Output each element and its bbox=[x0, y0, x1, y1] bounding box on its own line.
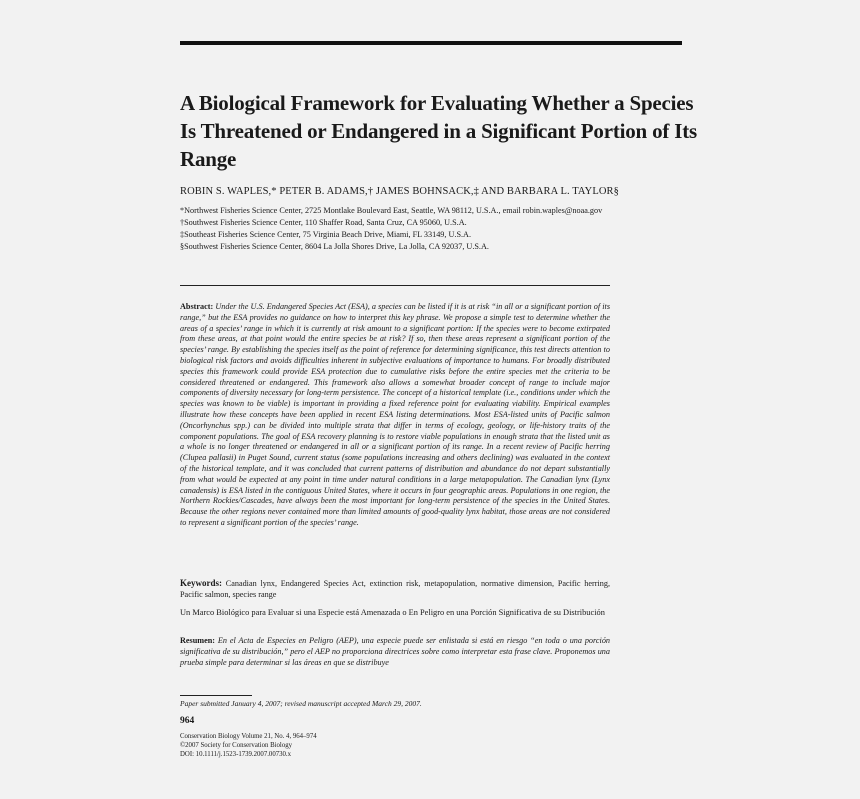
page-number: 964 bbox=[180, 716, 195, 726]
journal-line: ©2007 Society for Conservation Biology bbox=[180, 742, 293, 750]
abstract-label: Abstract: bbox=[180, 302, 214, 311]
spanish-title: Un Marco Biológico para Evaluar si una Especie está Amenazada o En Peligro en una Porción Significativa de su Distribución bbox=[180, 608, 605, 617]
affiliation-line: ‡Southeast Fisheries Science Center, 75 Virginia Beach Drive, Miami, FL 33149, U.S.A. bbox=[180, 230, 472, 239]
paper-title: A Biological Framework for Evaluating Whether a Species Is Threatened or Endangered in a Significant Portion of Its Range bbox=[180, 91, 697, 171]
resumen bbox=[180, 636, 610, 668]
footnote: Paper submitted January 4, 2007; revised manuscript accepted March 29, 2007. bbox=[180, 699, 422, 708]
footnote-rule bbox=[180, 695, 252, 696]
keywords-label: Keywords: bbox=[180, 578, 222, 588]
abstract-text: Under the U.S. Endangered Species Act (ESA), a species can be listed if it is at risk “in all or a significant portion of its range,” but the ESA provides no guidance on how to interpret this key phrase. We propose a simple test to determine whether the areas of a species’ range in which it is currently at risk amount to a significant portion: If the species were to become extirpated from these areas, at that point would the entire species be at risk? If so, then these areas represent a significant portion of the species’ range. By establishing the species itself as the point of reference for determining significance, this test directs attention to biological risk factors and avoids difficulties inherent in subjective evaluations of importance to humans. For broadly distributed species this framework could provide ESA protection due to cumulative risks before the entire species met the criteria to be considered threatened or endangered. This framework also allows a somewhat broader concept of range to include major components of diversity necessary for long-term persistence. The concept of a historical template (i.e., conditions under which the species was known to be viable) is important in providing a fixed reference point for evaluating viability. Empirical examples illustrate how these concepts have been applied in recent ESA listing determinations. Most ESA-listed units of Pacific salmon (Oncorhynchus spp.) can be divided into multiple strata that differ in terms of ecology, geology, or life-history traits of the component populations. The goal of ESA recovery planning is to restore viable populations in enough strata that the listed unit as a whole is no longer threatened or endangered in all or a significant portion of its range. In a recent review of Pacific herring (Clupea pallasii) in Puget Sound, current status (some populations increasing and others declining) was evaluated in the context of the historical template, and it was concluded that current patterns of distribution and abundance do not depart substantially from what would be expected at any point in time under natural conditions in a large metapopulation. The Canadian lynx (Lynx canadensis) is ESA listed in the contiguous United States, where it occurs in four geographic areas. Populations in one region, the Northern Rockies/Cascades, have always been the most important for long-term persistence of the species in the United States. Because the other regions never contained more than limited amounts of good-quality lynx habitat, those areas are not considered to represent a significant portion of the species’ range. bbox=[180, 302, 611, 527]
affiliation-line: §Southwest Fisheries Science Center, 8604 La Jolla Shores Drive, La Jolla, CA 92037, U.S.A. bbox=[180, 242, 489, 251]
affiliation-line: *Northwest Fisheries Science Center, 2725 Montlake Boulevard East, Seattle, WA 98112, U.S.A., email robin.waples@noaa.gov bbox=[180, 206, 603, 215]
keywords bbox=[180, 578, 610, 601]
journal-line: DOI: 10.1111/j.1523-1739.2007.00730.x bbox=[180, 751, 292, 759]
journal-line: Conservation Biology Volume 21, No. 4, 964–974 bbox=[180, 733, 317, 740]
affiliations bbox=[180, 205, 700, 253]
resumen-text: En el Acta de Especies en Peligro (AEP), una especie puede ser enlistada si está en riesgo “en toda o una porción significativa de su distribución,” pero el AEP no proporciona directrices sobre como interpretar esta frase clave. Proponemos una prueba simple para determinar si las áreas en que se distribuye bbox=[180, 636, 611, 667]
abstract bbox=[180, 302, 610, 529]
resumen-label: Resumen: bbox=[180, 636, 216, 645]
keywords-text: Canadian lynx, Endangered Species Act, extinction risk, metapopulation, normative dimension, Pacific herring, Pacific salmon, species range bbox=[180, 579, 611, 599]
top-rule bbox=[180, 41, 682, 45]
author-list: ROBIN S. WAPLES,* PETER B. ADAMS,† JAMES BOHNSACK,‡ AND BARBARA L. TAYLOR§ bbox=[180, 186, 619, 197]
section-rule bbox=[180, 285, 610, 286]
journal-info bbox=[180, 732, 317, 760]
affiliation-line: †Southwest Fisheries Science Center, 110 Shaffer Road, Santa Cruz, CA 95060, U.S.A. bbox=[180, 218, 467, 227]
